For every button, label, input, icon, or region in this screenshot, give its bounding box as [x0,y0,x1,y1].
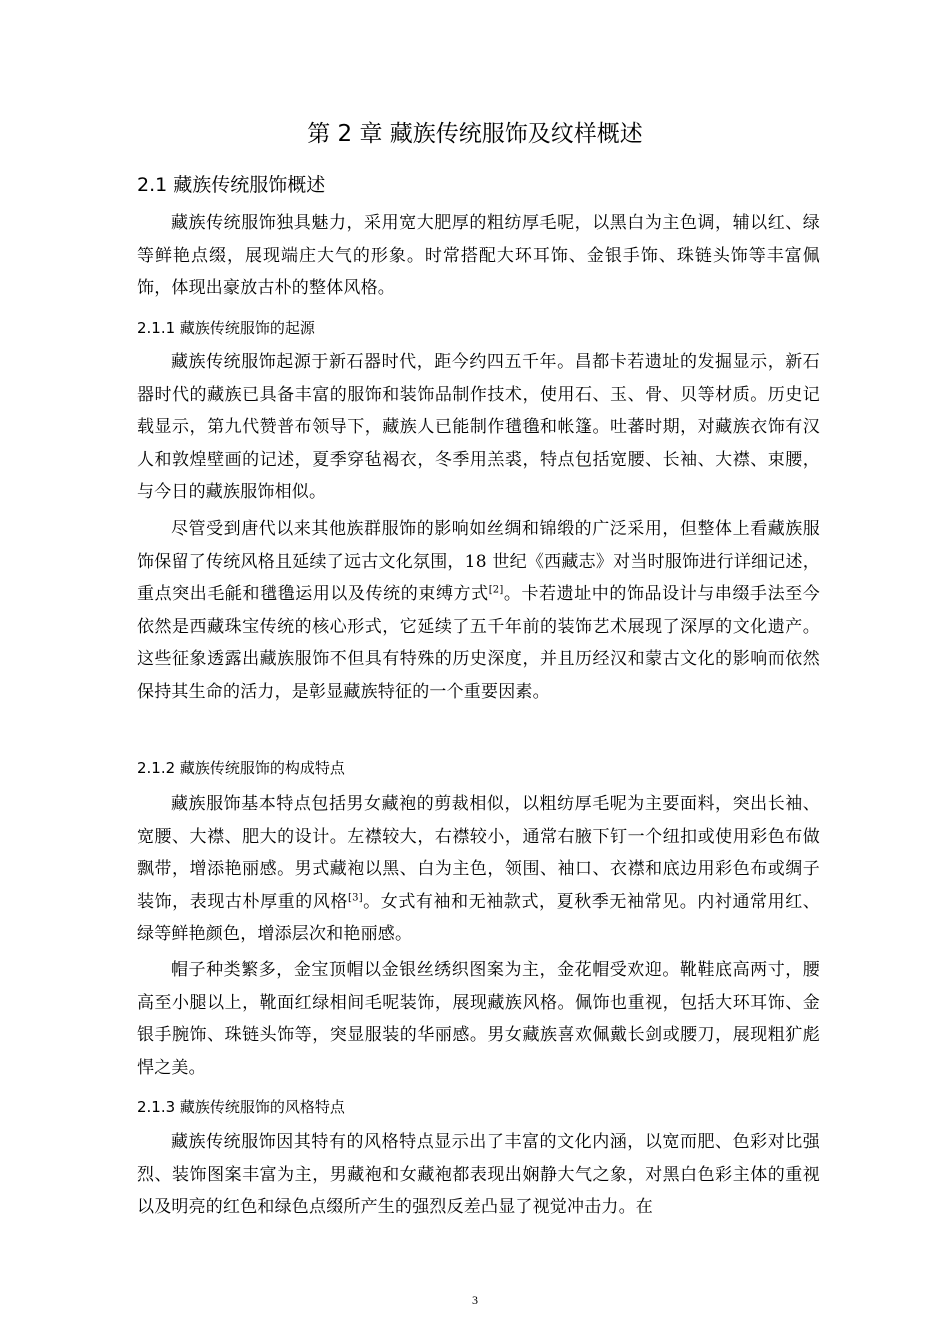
subsection-title-2-1-2: 2.1.2 藏族传统服饰的构成特点 [137,759,345,777]
paragraph-text: 。卡若遗址中的饰品设计与串缀手法至今依然是西藏珠宝传统的核心形式，它延续了五千年前的装饰艺术展现了深厚的文化遗产。这些征象透露出藏族服饰不但具有特殊的历史深度，并且历经汉和蒙古文化的影响而依然保持其生命的活力，是彰显藏族特征的一个重要因素。 [137,584,820,702]
subsection-title-2-1-1: 2.1.1 藏族传统服饰的起源 [137,319,315,337]
section-title-2-1: 2.1 藏族传统服饰概述 [137,174,326,196]
paragraph-2-1-2-a [137,788,820,951]
chapter-title: 第 2 章 藏族传统服饰及纹样概述 [307,121,643,147]
paragraph-2-1-1-b [137,513,820,709]
citation-3: [3] [348,892,363,904]
paragraph-2-1-1-a: 藏族传统服饰起源于新石器时代，距今约四五千年。昌都卡若遗址的发掘显示，新石器时代的藏族已具备丰富的服饰和装饰品制作技术，使用石、玉、骨、贝等材质。历史记载显示，第九代赞普布领导下，藏族人已能制作氆氇和帐篷。吐蕃时期，对藏族衣饰有汉人和敦煌壁画的记述，夏季穿毡褐衣，冬季用羔裘，特点包括宽腰、长袖、大襟、束腰，与今日的藏族服饰相似。 [137,352,820,503]
subsection-title-2-1-3: 2.1.3 藏族传统服饰的风格特点 [137,1098,345,1116]
paragraph-text: 尽管受到唐代以来其他族群服饰的影响如丝绸和锦缎的广泛采用，但整体上看藏族服饰保留了传统风格且延续了远古文化氛围，18 世纪《西藏志》对当时服饰进行详细记述，重点突出毛毹和氆氇运用以及传统的束缚方式 [137,519,820,605]
paragraph-2-1-2-b: 帽子种类繁多，金宝顶帽以金银丝绣织图案为主，金花帽受欢迎。靴鞋底高两寸，腰高至小腿以上，靴面红绿相间毛呢装饰，展现藏族风格。佩饰也重视，包括大环耳饰、金银手腕饰、珠链头饰等，突显服装的华丽感。男女藏族喜欢佩戴长剑或腰刀，展现粗犷彪悍之美。 [137,960,820,1078]
paragraph-text: 藏族服饰基本特点包括男女藏袍的剪裁相似，以粗纺厚毛呢为主要面料，突出长袖、宽腰、大襟、肥大的设计。左襟较大，右襟较小，通常右腋下钉一个纽扣或使用彩色布做飘带，增添艳丽感。男式藏袍以黑、白为主色，领围、袖口、衣襟和底边用彩色布或绸子装饰，表现古朴厚重的风格 [137,794,820,912]
paragraph-2-1-3-a: 藏族传统服饰因其特有的风格特点显示出了丰富的文化内涵，以宽而肥、色彩对比强烈、装饰图案丰富为主，男藏袍和女藏袍都表现出娴静大气之象，对黑白色彩主体的重视以及明亮的红色和绿色点缀所产生的强烈反差凸显了视觉冲击力。在 [137,1132,820,1218]
citation-2: [2] [488,584,504,596]
page-number: 3 [472,1293,478,1307]
paragraph-2-1: 藏族传统服饰独具魅力，采用宽大肥厚的粗纺厚毛呢，以黑白为主色调，辅以红、绿等鲜艳点缀，展现端庄大气的形象。时常搭配大环耳饰、金银手饰、珠链头饰等丰富佩饰，体现出豪放古朴的整体风格。 [137,213,820,299]
paragraph-text: 。女式有袖和无袖款式，夏秋季无袖常见。内衬通常用红、绿等鲜艳颜色，增添层次和艳丽感。 [137,891,821,945]
